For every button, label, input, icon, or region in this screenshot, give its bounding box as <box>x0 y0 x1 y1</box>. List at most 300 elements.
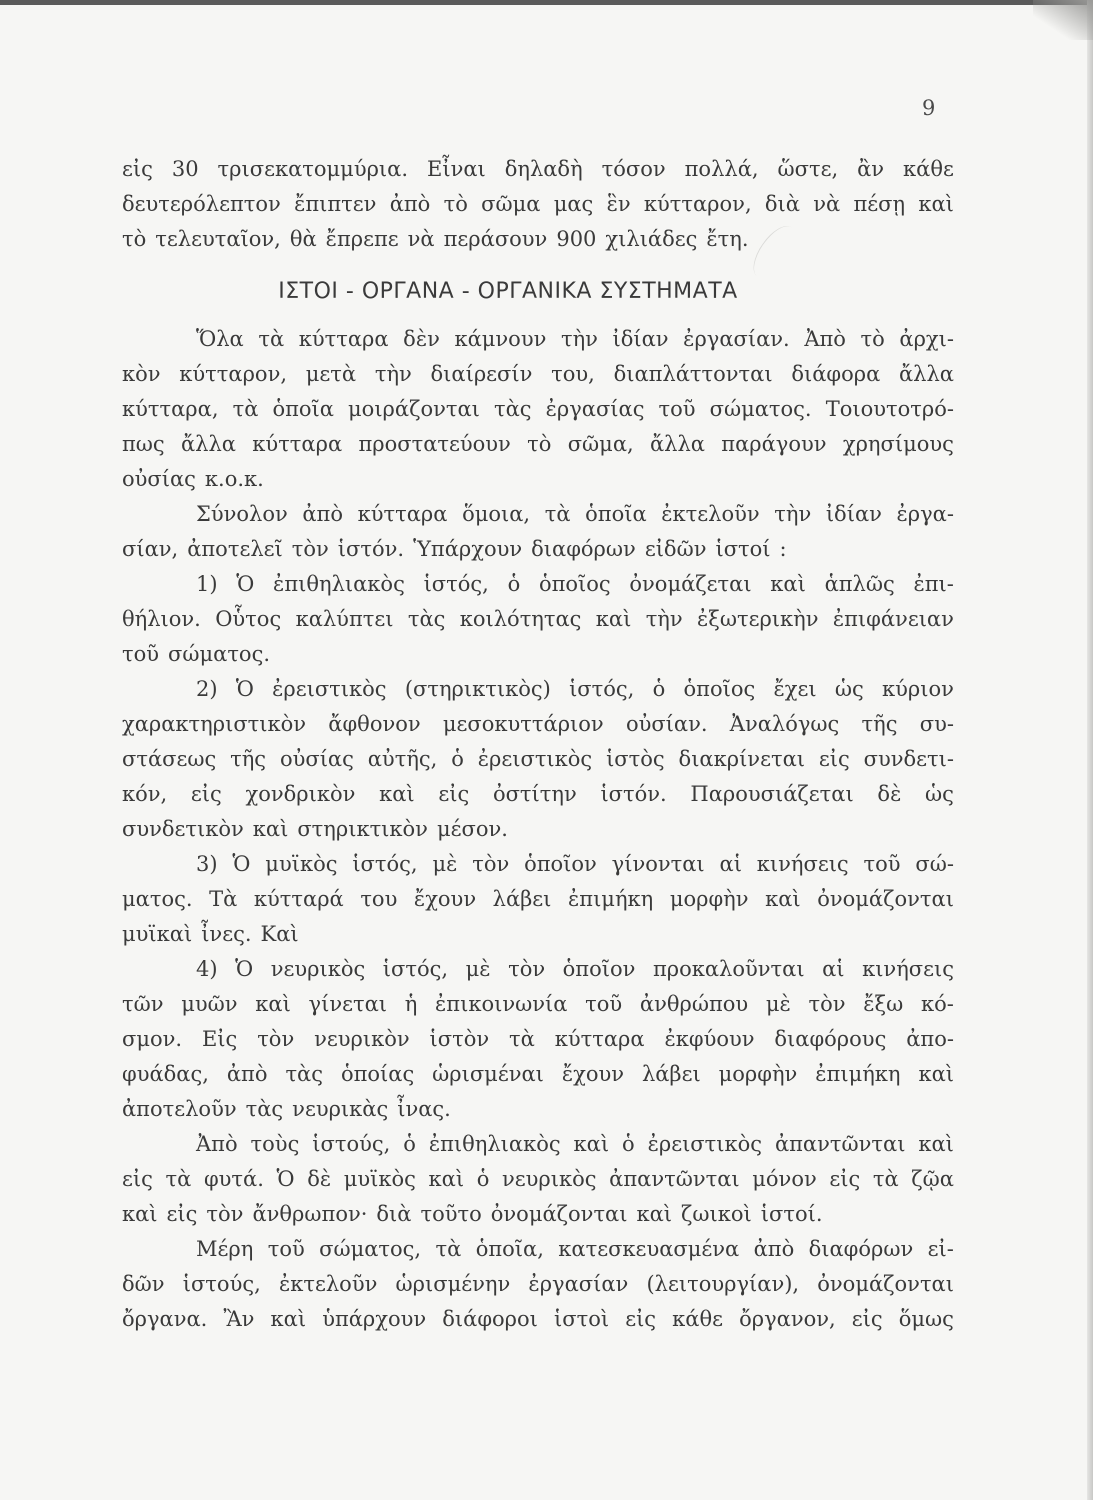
word: Ὅλα <box>196 327 244 351</box>
word: δὲ <box>307 1167 332 1191</box>
word: κοιλότητας <box>459 607 582 631</box>
word: διάφοροι <box>442 1307 538 1331</box>
word: καὶ <box>270 1307 307 1331</box>
word: ὡς <box>834 677 864 701</box>
word: ἀπαντῶνται <box>609 1167 740 1191</box>
word: Ὁ <box>235 957 254 981</box>
word: νὰ <box>407 227 435 251</box>
word: χονδρικὸν <box>245 782 356 806</box>
word: εἰς <box>625 1307 657 1331</box>
word: σίαν, <box>122 537 179 561</box>
word: ἐκτελοῦν <box>278 1272 378 1296</box>
word: ἱστοί. <box>760 1202 823 1226</box>
word: χρησίμους <box>842 432 954 456</box>
word: Ἀπὸ <box>804 327 846 351</box>
word: τῆς <box>861 712 898 736</box>
text-line <box>122 1092 954 1127</box>
word: κύτταρα <box>357 502 448 526</box>
word: σμον. <box>122 1027 183 1051</box>
word: ἀπὸ <box>302 502 343 526</box>
word: ὥστε, <box>777 157 839 181</box>
word: ἀπὸ <box>226 1062 268 1086</box>
word: κόν, <box>122 782 168 806</box>
word: ἐπιθηλιακὸς <box>273 572 405 596</box>
text-line <box>122 847 954 882</box>
word: ὁ <box>451 747 464 771</box>
word: ἐπιθηλιακὸς <box>428 1132 561 1156</box>
word: λάβει <box>641 1062 701 1086</box>
word: σῶμα <box>481 192 541 216</box>
word: Ἂν <box>223 1307 255 1331</box>
word: τὸν <box>508 957 546 981</box>
word: Ὁ <box>235 677 254 701</box>
word: ὁποίας <box>340 1062 415 1086</box>
word: κύτταρά <box>253 887 344 911</box>
word: εἰς <box>190 782 222 806</box>
word: ἱστόν. <box>600 782 667 806</box>
word: νευρικὸν <box>314 1027 410 1051</box>
word: κάθε <box>903 157 954 181</box>
word: θήλιον. <box>122 607 201 631</box>
word: εἰς <box>122 157 153 181</box>
word: εἰδῶν <box>644 537 707 561</box>
word: ἐπι- <box>913 572 954 596</box>
word: ὁποῖος <box>538 572 611 596</box>
word: Ὁ <box>276 1167 295 1191</box>
word: ἶνας. <box>397 1097 451 1121</box>
word: ἔπρεπε <box>325 227 399 251</box>
word: μὲ <box>465 957 491 981</box>
word: μετὰ <box>305 362 357 386</box>
word: τὴν <box>560 327 598 351</box>
word: φυτά. <box>203 1167 264 1191</box>
word: μυῶν <box>181 992 238 1016</box>
word: τοῦ <box>122 642 160 666</box>
scan-top-edge <box>0 0 1093 5</box>
word: ὀνομάζονται <box>490 1202 628 1226</box>
word: ἱστούς, <box>182 1272 261 1296</box>
word: ἐργασίας <box>545 397 645 421</box>
word: εἰς <box>122 1167 153 1191</box>
word: καὶ <box>252 817 289 841</box>
word: ὄργανα. <box>122 1307 208 1331</box>
word: στάσεως <box>122 747 217 771</box>
word: τὸν <box>257 1027 295 1051</box>
word: δηλαδὴ <box>504 157 583 181</box>
word: ἀπὸ <box>389 192 431 216</box>
text-line <box>122 1127 954 1162</box>
word: ἐπικοινωνία <box>435 992 568 1016</box>
word: τὰ <box>258 327 285 351</box>
text-line <box>122 187 954 222</box>
word: ἄλλα <box>181 432 236 456</box>
word: διαίρεσίν <box>430 362 533 386</box>
word: μοιράζονται <box>348 397 480 421</box>
text-line <box>122 222 954 257</box>
word: ὁ <box>476 1167 490 1191</box>
word: τὰ <box>165 1167 192 1191</box>
text-line <box>122 1302 954 1337</box>
word: Οὗτος <box>215 607 282 631</box>
word: καὶ <box>379 782 415 806</box>
word: καὶ <box>918 1132 954 1156</box>
word: οὐσίας <box>279 747 354 771</box>
word: μορφὴν <box>718 1062 798 1086</box>
word: ὁποῖον <box>524 852 597 876</box>
word: τὰ <box>872 1167 899 1191</box>
word: φυάδας, <box>122 1062 209 1086</box>
text-line <box>122 742 954 777</box>
word: καὶ <box>255 992 291 1016</box>
word: μυϊκαὶ <box>122 922 193 946</box>
word: τὸν <box>808 992 846 1016</box>
word: Καὶ <box>260 922 299 946</box>
word: τὰς <box>285 1062 323 1086</box>
word: Τοιουτοτρό- <box>825 397 954 421</box>
word: ἔχουν <box>561 1062 624 1086</box>
word: ἐρειστικὸς <box>647 1132 763 1156</box>
word: ἱστός, <box>352 852 418 876</box>
text-line <box>122 777 954 812</box>
text-line <box>122 672 954 707</box>
scan-right-edge <box>1087 0 1093 1500</box>
word: ἱστοὶ <box>554 1307 610 1331</box>
word: τοῦ <box>658 397 696 421</box>
word: συ- <box>919 712 954 736</box>
word: δευτερόλεπτον <box>122 192 281 216</box>
word: σώματος. <box>168 642 271 666</box>
word: ἀποτελεῖ <box>187 537 283 561</box>
word: τόσον <box>601 157 666 181</box>
word: Τὰ <box>209 887 238 911</box>
word: κύτταρα <box>298 327 389 351</box>
word: ἂν <box>857 157 885 181</box>
word: ἁπλῶς <box>824 572 895 596</box>
word: ἄλλα <box>899 362 954 386</box>
word: 30 <box>171 157 199 181</box>
word: καὶ <box>918 1062 954 1086</box>
word: Ἀπὸ <box>196 1132 238 1156</box>
word: τὸν <box>206 1202 244 1226</box>
word: ματος. <box>122 887 193 911</box>
word: διὰ <box>376 1202 412 1226</box>
word: κινήσεις <box>862 957 954 981</box>
word: μεσοκυττάριον <box>442 712 604 736</box>
word: τὰς <box>245 1097 284 1121</box>
word: ἱστοί <box>715 537 771 561</box>
word: κύριον <box>882 677 954 701</box>
word: τὸ <box>527 432 552 456</box>
word: μυϊκὸς <box>265 852 338 876</box>
word: ὁποῖα <box>272 397 334 421</box>
word: καὶ <box>595 607 632 631</box>
text-line <box>122 357 954 392</box>
word: καὶ <box>428 1167 465 1191</box>
word: του <box>360 887 398 911</box>
word: ὁποῖον <box>562 957 636 981</box>
word: ἱστός, <box>423 572 489 596</box>
word: τὰ <box>232 397 259 421</box>
word: οὐσίαν. <box>625 712 708 736</box>
word: ὅμως <box>898 1307 954 1331</box>
text-line <box>122 812 954 847</box>
word: ζῷα <box>911 1167 954 1191</box>
text-line <box>122 1162 954 1197</box>
word: ὡς <box>925 782 954 806</box>
word: ἐργασίαν <box>528 1272 629 1296</box>
word: ἱστὸς <box>606 747 665 771</box>
word: διαφόρων <box>531 537 636 561</box>
word: Ἀναλόγως <box>729 712 840 736</box>
word: τὸ <box>860 327 885 351</box>
word: νὰ <box>813 192 841 216</box>
word: θὰ <box>289 227 317 251</box>
word: δὲν <box>403 327 440 351</box>
word: ἐπιμήκη <box>568 887 654 911</box>
word: καλύπτει <box>295 607 394 631</box>
word: (λειτουργίαν), <box>646 1272 800 1296</box>
word: ἐργα- <box>896 502 954 526</box>
word: 1) <box>196 572 218 596</box>
word: τοῦ <box>863 852 901 876</box>
word: χιλιάδες <box>605 227 698 251</box>
word: σώματος. <box>709 397 812 421</box>
text-line <box>122 602 954 637</box>
text-line <box>122 952 954 987</box>
word: τοῦ <box>267 1237 305 1261</box>
word: τὴν <box>645 607 683 631</box>
word: εἰς <box>818 747 850 771</box>
word: κύτταρα <box>252 432 343 456</box>
scan-corner-shadow <box>1033 0 1093 40</box>
word: ἀπὸ <box>753 1237 795 1261</box>
word: ὡρισμέναι <box>432 1062 544 1086</box>
word: ὁποῖα <box>585 502 647 526</box>
word: κύτταρα <box>554 1027 645 1051</box>
word: ὁ <box>507 572 521 596</box>
text-line <box>122 427 954 462</box>
word: τὸ <box>122 227 147 251</box>
word: κό- <box>920 992 954 1016</box>
word: μας <box>553 192 594 216</box>
word: ὀνομάζονται <box>817 1272 954 1296</box>
word: νευρικὰς <box>292 1097 389 1121</box>
word: σώματος, <box>319 1237 422 1261</box>
text-line <box>122 152 954 187</box>
word: τρισεκατομμύρια. <box>217 157 409 181</box>
word: 3) <box>196 852 218 876</box>
word: παράγουν <box>721 432 827 456</box>
text-line <box>122 637 954 672</box>
word: ἐπιμήκη <box>815 1062 901 1086</box>
word: ἐργασίαν. <box>683 327 790 351</box>
word: Παρουσιάζεται <box>690 782 854 806</box>
word: κὸν <box>122 362 161 386</box>
text-line <box>122 1197 954 1232</box>
word: 4) <box>196 957 218 981</box>
word: οὐσίας <box>122 467 196 491</box>
word: 2) <box>196 677 218 701</box>
word: εἰς <box>438 782 470 806</box>
word: ἱστούς, <box>312 1132 391 1156</box>
word: ἐρειστικὸς <box>477 747 593 771</box>
word: γίνονται <box>611 852 705 876</box>
word: ἄφθονον <box>328 712 421 736</box>
word: πολλά, <box>684 157 759 181</box>
word: ἱστός, <box>569 677 635 701</box>
word: Ὑπάρχουν <box>413 537 523 561</box>
word: τὸ <box>443 192 468 216</box>
word: δῶν <box>122 1272 165 1296</box>
word: τὴν <box>774 502 812 526</box>
word: μορφὴν <box>669 887 749 911</box>
word: ἔπιπτεν <box>294 192 377 216</box>
word: καὶ <box>765 887 801 911</box>
word: ἓν <box>606 192 631 216</box>
word: κάμνουν <box>454 327 547 351</box>
word: δὲ <box>877 782 902 806</box>
word: τοῦτο <box>420 1202 482 1226</box>
text-line <box>122 987 954 1022</box>
word: τὴν <box>374 362 412 386</box>
word: του, <box>551 362 595 386</box>
word: ὁποῖος <box>683 677 756 701</box>
word: σώ- <box>915 852 954 876</box>
word: πέσῃ <box>853 192 906 216</box>
word: ἀρχι- <box>899 327 954 351</box>
word: : <box>779 537 787 561</box>
word: 900 <box>556 227 597 251</box>
word: διάφορα <box>791 362 881 386</box>
word: Ὁ <box>236 572 255 596</box>
word: ὀστίτην <box>492 782 577 806</box>
word: διαφόρων <box>808 1237 914 1261</box>
word: μυϊκὸς <box>343 1167 416 1191</box>
word: κάθε <box>672 1307 723 1331</box>
word: ἐκφύουν <box>664 1027 755 1051</box>
word: ἰδίαν <box>825 502 882 526</box>
word: εἰς <box>851 1307 883 1331</box>
word: ὁ <box>652 677 666 701</box>
word: διακρίνεται <box>678 747 805 771</box>
word: καὶ <box>770 572 806 596</box>
word: κύτταρα, <box>122 397 219 421</box>
word: Εἰς <box>201 1027 238 1051</box>
word: διὰ <box>764 192 800 216</box>
page-body <box>122 152 954 1337</box>
word: τοῦ <box>585 992 623 1016</box>
word: κατεσκευασμένα <box>558 1237 740 1261</box>
word: ἱστόν. <box>337 537 405 561</box>
word: αὐτῆς, <box>367 747 438 771</box>
word: σῶμα, <box>567 432 634 456</box>
word: μόνον <box>752 1167 817 1191</box>
word: ἀπο- <box>906 1027 954 1051</box>
word: ἐρειστικὸς <box>272 677 387 701</box>
word: ἔχουν <box>413 887 477 911</box>
word: καὶ <box>636 1202 673 1226</box>
word: ζωικοὶ <box>681 1202 752 1226</box>
text-line <box>122 882 954 917</box>
word: ἄνθρωπον· <box>252 1202 368 1226</box>
text-line <box>122 917 954 952</box>
word: ὄργανον, <box>739 1307 836 1331</box>
word: ἔχει <box>773 677 817 701</box>
word: ἰδίαν <box>612 327 669 351</box>
text-line <box>122 497 954 532</box>
page-number: 9 <box>922 96 936 120</box>
word: ἔτη. <box>706 227 749 251</box>
section-heading: ΙΣΤΟΙ - ΟΡΓΑΝΑ - ΟΡΓΑΝΙΚΑ ΣΥΣΤΗΜΑΤΑ <box>278 279 738 304</box>
word: καὶ <box>918 192 954 216</box>
word: ὀνομάζονται <box>817 887 954 911</box>
text-line <box>122 392 954 427</box>
word: κύτταρον, <box>643 192 752 216</box>
word: Ὁ <box>232 852 251 876</box>
word: ἐκτελοῦν <box>661 502 760 526</box>
word: ἶνες. <box>201 922 252 946</box>
word: μὲ <box>765 992 791 1016</box>
text-line <box>122 1022 954 1057</box>
text-line <box>122 1232 954 1267</box>
text-line <box>122 462 954 497</box>
text-line <box>122 322 954 357</box>
word: Σύνολον <box>196 502 288 526</box>
word: ἱστὸν <box>429 1027 490 1051</box>
word: τὰ <box>435 1237 462 1261</box>
word: ἄλλα <box>650 432 705 456</box>
word: καὶ <box>573 1132 610 1156</box>
word: τὰς <box>493 397 532 421</box>
word: εἰς <box>829 1167 861 1191</box>
word: συνδετικὸν <box>122 817 244 841</box>
word: ἔξω <box>863 992 904 1016</box>
word: Μέρη <box>196 1237 254 1261</box>
word: ὁποῖα, <box>475 1237 544 1261</box>
word: ὑπάρχουν <box>322 1307 427 1331</box>
word: διαπλάττονται <box>613 362 773 386</box>
word: μὲ <box>432 852 458 876</box>
word: τὰ <box>544 502 571 526</box>
word: ἀπαντῶνται <box>774 1132 906 1156</box>
word: τοὺς <box>250 1132 300 1156</box>
word: ἐξωτερικὴν <box>697 607 819 631</box>
word: κ.ο.κ. <box>204 467 264 491</box>
word: εἰ- <box>927 1237 954 1261</box>
word: ὀνομάζεται <box>629 572 752 596</box>
word: τῶν <box>122 992 164 1016</box>
word: ἐπιφάνειαν <box>832 607 954 631</box>
word: ἡ <box>404 992 418 1016</box>
word: στηρικτικὸν <box>297 817 428 841</box>
word: διαφόρους <box>774 1027 887 1051</box>
word: χαρακτηριστικὸν <box>122 712 307 736</box>
text-line <box>122 1057 954 1092</box>
word: περάσουν <box>443 227 548 251</box>
word: ὁ <box>403 1132 416 1156</box>
text-line <box>122 1267 954 1302</box>
word: προκαλοῦνται <box>652 957 805 981</box>
text-line <box>122 707 954 742</box>
word: νευρικὸς <box>270 957 366 981</box>
word: νευρικὸς <box>502 1167 597 1191</box>
word: κινήσεις <box>756 852 849 876</box>
word: τὰ <box>509 1027 535 1051</box>
word: τελευταῖον, <box>155 227 281 251</box>
word: εἰς <box>166 1202 198 1226</box>
word: κύτταρον, <box>179 362 288 386</box>
word: ἀποτελοῦν <box>122 1097 237 1121</box>
